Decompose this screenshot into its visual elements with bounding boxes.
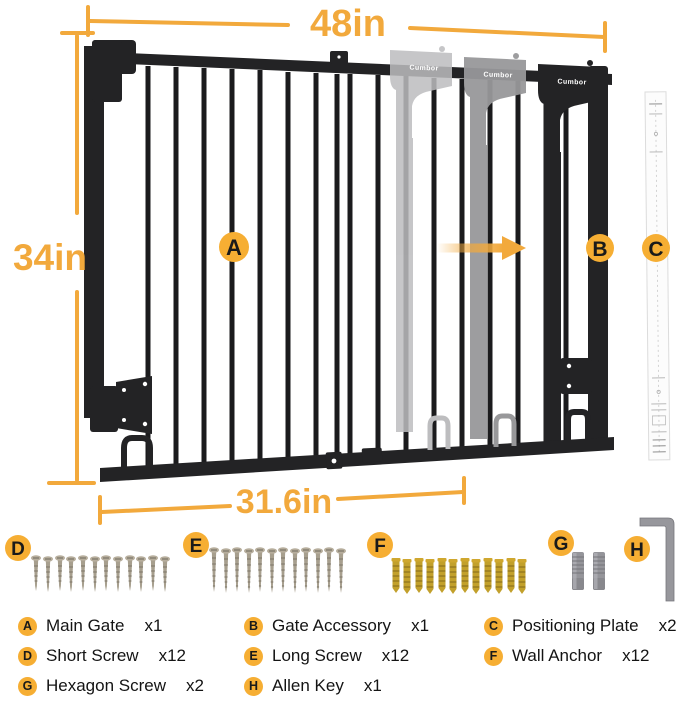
legend-qty: x12 xyxy=(158,646,187,665)
legend-badge: A xyxy=(18,617,37,636)
legend-qty: x2 xyxy=(658,616,677,635)
brand-logo: Cumbor xyxy=(483,71,513,80)
wall-anchors xyxy=(392,558,527,594)
callout-positioning-plate xyxy=(642,234,670,262)
svg-text:D: D xyxy=(11,539,25,560)
svg-text:H: H xyxy=(630,540,644,561)
short-screws xyxy=(31,555,170,592)
positioning-plate xyxy=(645,92,670,460)
legend-short-screw xyxy=(18,646,244,666)
gate-bars xyxy=(148,66,566,467)
legend-badge: C xyxy=(484,617,503,636)
legend-wall-anchor xyxy=(484,646,670,666)
legend-label: Hexagon Screw xyxy=(46,676,167,695)
callout-main-gate xyxy=(219,232,249,262)
svg-text:G: G xyxy=(553,534,569,555)
legend-badge: D xyxy=(18,647,37,666)
legend-badge: G xyxy=(18,677,37,696)
legend-qty: x12 xyxy=(381,646,410,665)
legend-label: Wall Anchor xyxy=(512,646,603,665)
legend-qty: x1 xyxy=(411,616,430,635)
legend-label: Short Screw xyxy=(46,646,139,665)
legend-label: Long Screw xyxy=(272,646,362,665)
brand-logo: Cumbor xyxy=(409,64,439,73)
allen-key xyxy=(640,518,674,601)
hardware-illustration xyxy=(0,512,679,612)
parts-legend xyxy=(18,616,677,696)
gate-top-rail xyxy=(104,52,612,85)
main-gate-left-post xyxy=(84,40,152,434)
legend-badge: B xyxy=(244,617,263,636)
brand-logo: Cumbor xyxy=(557,78,587,87)
legend-qty: x1 xyxy=(144,616,163,635)
hexagon-screws xyxy=(572,552,605,590)
svg-text:B: B xyxy=(592,238,608,261)
legend-hexagon-screw xyxy=(18,676,244,696)
callout-hexagon-screw xyxy=(548,530,574,556)
legend-label: Main Gate xyxy=(46,616,125,635)
legend-qty: x12 xyxy=(622,646,650,665)
dimension-height xyxy=(13,33,94,483)
dimension-width-label: 48in xyxy=(309,3,387,45)
rail-clamp xyxy=(330,51,348,64)
legend-badge: H xyxy=(244,677,263,696)
callout-short-screw xyxy=(5,535,31,561)
dimension-door-width-label: 31.6in xyxy=(235,483,333,521)
legend-qty: x1 xyxy=(363,676,382,695)
legend-badge: F xyxy=(484,647,503,666)
legend-qty: x2 xyxy=(186,676,204,695)
svg-text:C: C xyxy=(648,238,664,261)
legend-main-gate xyxy=(18,616,244,636)
svg-text:F: F xyxy=(374,536,386,557)
legend-allen-key xyxy=(244,676,484,696)
long-screws xyxy=(209,547,346,593)
legend-gate-accessory xyxy=(244,616,484,636)
svg-text:E: E xyxy=(189,536,203,557)
legend-label: Gate Accessory xyxy=(272,616,392,635)
callout-gate-accessory xyxy=(586,234,614,262)
callout-allen-key xyxy=(624,536,650,562)
callout-wall-anchor xyxy=(367,532,393,558)
legend-badge: E xyxy=(244,647,263,666)
dimension-width xyxy=(88,3,605,51)
legend-label: Allen Key xyxy=(272,676,344,695)
legend-long-screw xyxy=(244,646,484,666)
legend-positioning-plate xyxy=(484,616,677,636)
svg-text:A: A xyxy=(226,235,242,260)
legend-label: Positioning Plate xyxy=(512,616,639,635)
gate-accessory-ghost-1 xyxy=(390,46,452,432)
callout-long-screw xyxy=(183,532,209,558)
dimension-height-label: 34in xyxy=(12,237,88,278)
